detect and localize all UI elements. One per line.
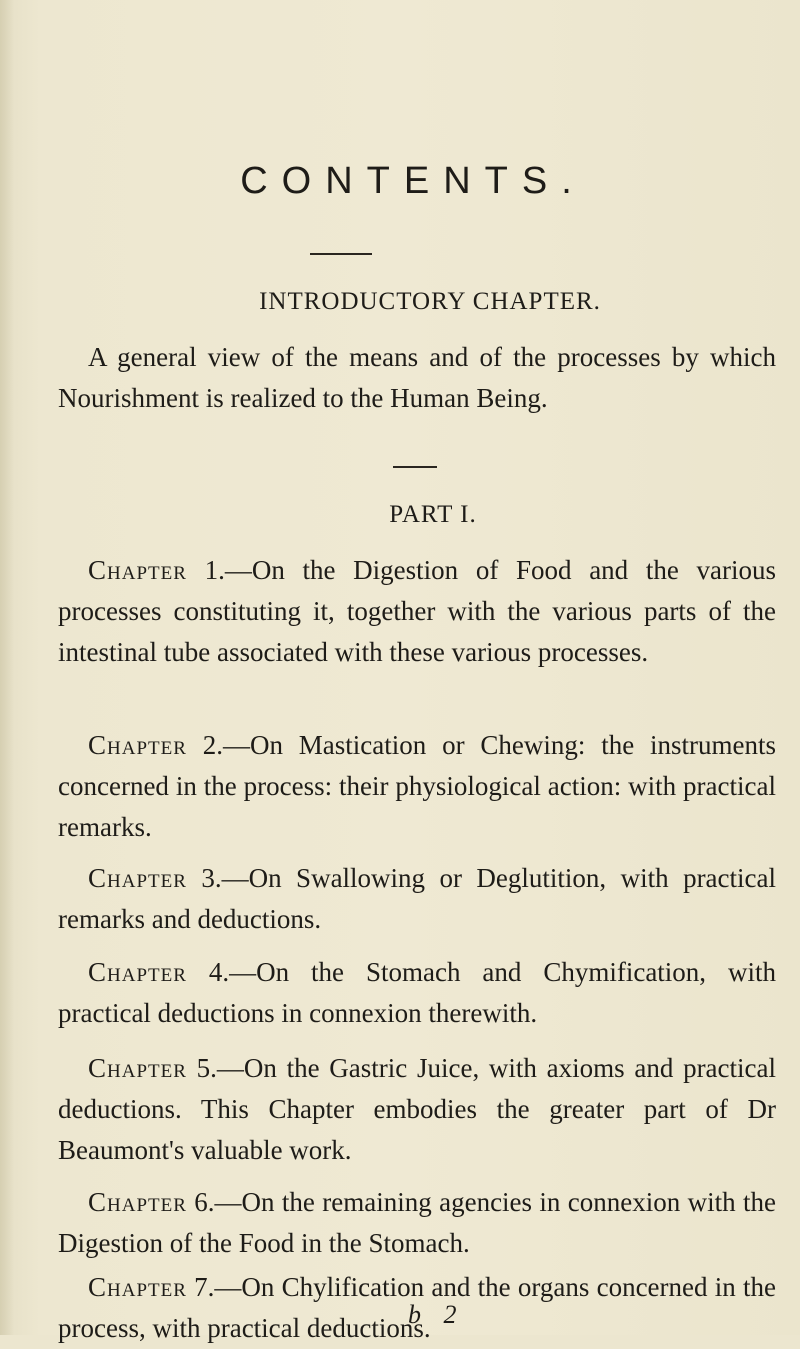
chapter-number: 7. xyxy=(194,1272,215,1302)
chapter-number: 5. xyxy=(196,1053,217,1083)
introductory-heading: INTRODUCTORY CHAPTER. xyxy=(259,288,601,315)
title-rule xyxy=(310,253,372,255)
part-heading: PART I. xyxy=(389,501,477,528)
chapter-label: Chapter xyxy=(88,863,187,893)
chapter-number: 3. xyxy=(201,863,222,893)
chapter-number: 1. xyxy=(204,555,225,585)
chapter-description: —On the Stomach and Chymification, with practical deductions in connexion therewith. xyxy=(58,957,777,1028)
chapter-entry xyxy=(58,952,776,1034)
introductory-text-body: A general view of the means and of the processes by which Nourishment is realized to the Human Being. xyxy=(58,342,776,413)
chapter-entry xyxy=(58,858,776,940)
chapter-description: —On Chylification and the organs concerned in the process, with practical deductions. xyxy=(58,1272,776,1343)
chapter-entry xyxy=(58,725,776,848)
chapter-label: Chapter xyxy=(88,1272,187,1302)
chapter-entry xyxy=(58,550,776,673)
chapter-description: —On the Digestion of Food and the various processes constituting it, together with the various parts of the intestinal tube associated with these various processes. xyxy=(58,555,776,667)
chapter-entry xyxy=(58,1048,776,1171)
chapter-description: —On Mastication or Chewing: the instruments concerned in the process: their physiological action: with practical remarks. xyxy=(58,730,777,842)
chapter-description: —On the remaining agencies in connexion with the Digestion of the Food in the Stomach. xyxy=(58,1187,776,1258)
chapter-label: Chapter xyxy=(88,730,187,760)
chapter-label: Chapter xyxy=(88,957,187,987)
chapter-number: 2. xyxy=(202,730,223,760)
chapter-label: Chapter xyxy=(88,555,187,585)
page-title: CONTENTS. xyxy=(240,160,586,202)
chapter-label: Chapter xyxy=(88,1053,187,1083)
section-rule xyxy=(393,466,437,468)
chapter-number: 6. xyxy=(194,1187,215,1217)
signature-mark: b 2 xyxy=(408,1300,465,1329)
introductory-text xyxy=(58,337,776,419)
chapter-entry xyxy=(58,1182,776,1264)
chapter-description: —On the Gastric Juice, with axioms and practical deductions. This Chapter embodies the greater part of Dr Beaumont's valuable work. xyxy=(58,1053,776,1165)
chapter-number: 4. xyxy=(208,957,230,987)
chapter-label: Chapter xyxy=(88,1187,187,1217)
chapter-description: —On Swallowing or Deglutition, with practical remarks and deductions. xyxy=(58,863,776,934)
